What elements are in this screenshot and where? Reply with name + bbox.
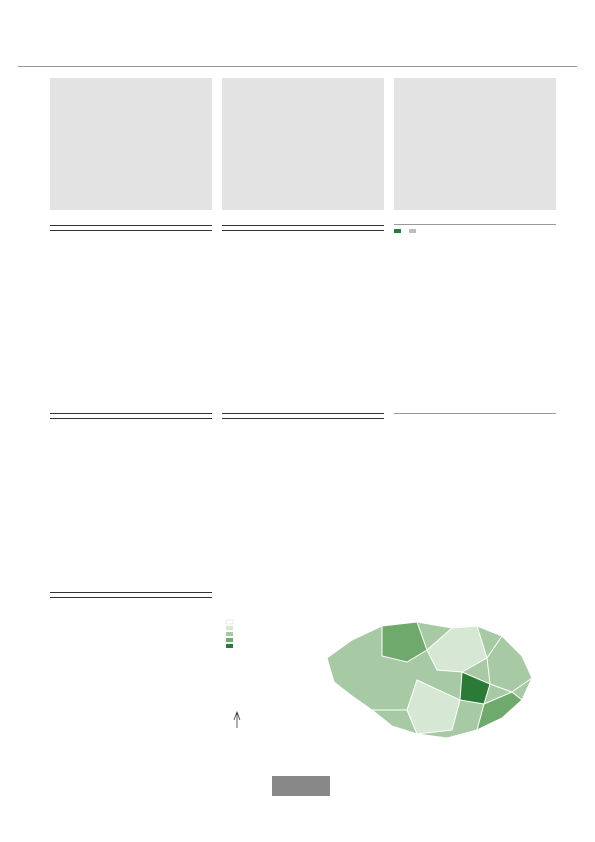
column-header — [50, 226, 115, 231]
logo-graz — [272, 776, 330, 796]
column-header — [222, 414, 287, 419]
legend-swatch — [226, 638, 233, 642]
table-arbeitslosigkeit-section — [222, 222, 384, 231]
table-arbeitslosigkeit — [222, 225, 384, 231]
legend-swatch — [226, 620, 233, 624]
column-header — [115, 593, 151, 598]
legend-swatch-steiermark — [394, 229, 401, 233]
divider — [394, 413, 556, 414]
column-header — [329, 414, 384, 419]
legend-swatch — [226, 632, 233, 636]
logo-wko — [362, 772, 432, 798]
legend-swatch — [226, 644, 233, 648]
table-aktivbeschaeftigung-section — [50, 222, 212, 231]
table-aktivbeschaeftigung — [50, 225, 212, 231]
column-header — [222, 226, 287, 231]
map-legend — [226, 620, 233, 648]
line-chart — [394, 447, 556, 572]
production-bar-chart-section — [394, 222, 556, 397]
chart-legend — [394, 229, 556, 235]
column-header — [150, 593, 212, 598]
box-arbeitslosigkeit — [222, 78, 384, 210]
logo-ak — [112, 772, 162, 798]
table-international — [50, 592, 212, 598]
district-map — [222, 600, 556, 745]
logo-iv — [168, 772, 246, 798]
column-header — [50, 414, 115, 419]
logo-joanneum — [470, 772, 556, 798]
legend-swatch-oesterreich — [409, 229, 416, 233]
logo-land-steiermark — [50, 772, 106, 798]
legend-swatch — [226, 626, 233, 630]
bar-chart — [394, 274, 556, 394]
column-header — [287, 226, 329, 231]
table-struktur-aktiv-section — [50, 410, 212, 427]
divider — [394, 224, 556, 225]
north-arrow-icon — [234, 712, 240, 728]
header-divider — [18, 66, 577, 67]
table-struktur-al — [222, 413, 384, 419]
column-header — [50, 593, 115, 598]
column-header — [157, 226, 212, 231]
column-header — [157, 414, 212, 419]
column-header — [329, 226, 384, 231]
table-struktur-al-section — [222, 410, 384, 423]
table-international-section — [50, 589, 212, 602]
map-section — [222, 589, 556, 749]
column-header — [115, 414, 157, 419]
line-chart-section — [394, 410, 556, 590]
column-header — [287, 414, 329, 419]
column-header — [115, 226, 157, 231]
table-struktur-aktiv — [50, 413, 212, 419]
box-aktivbeschaeftigung — [50, 78, 212, 210]
box-industrieproduktion — [394, 78, 556, 210]
